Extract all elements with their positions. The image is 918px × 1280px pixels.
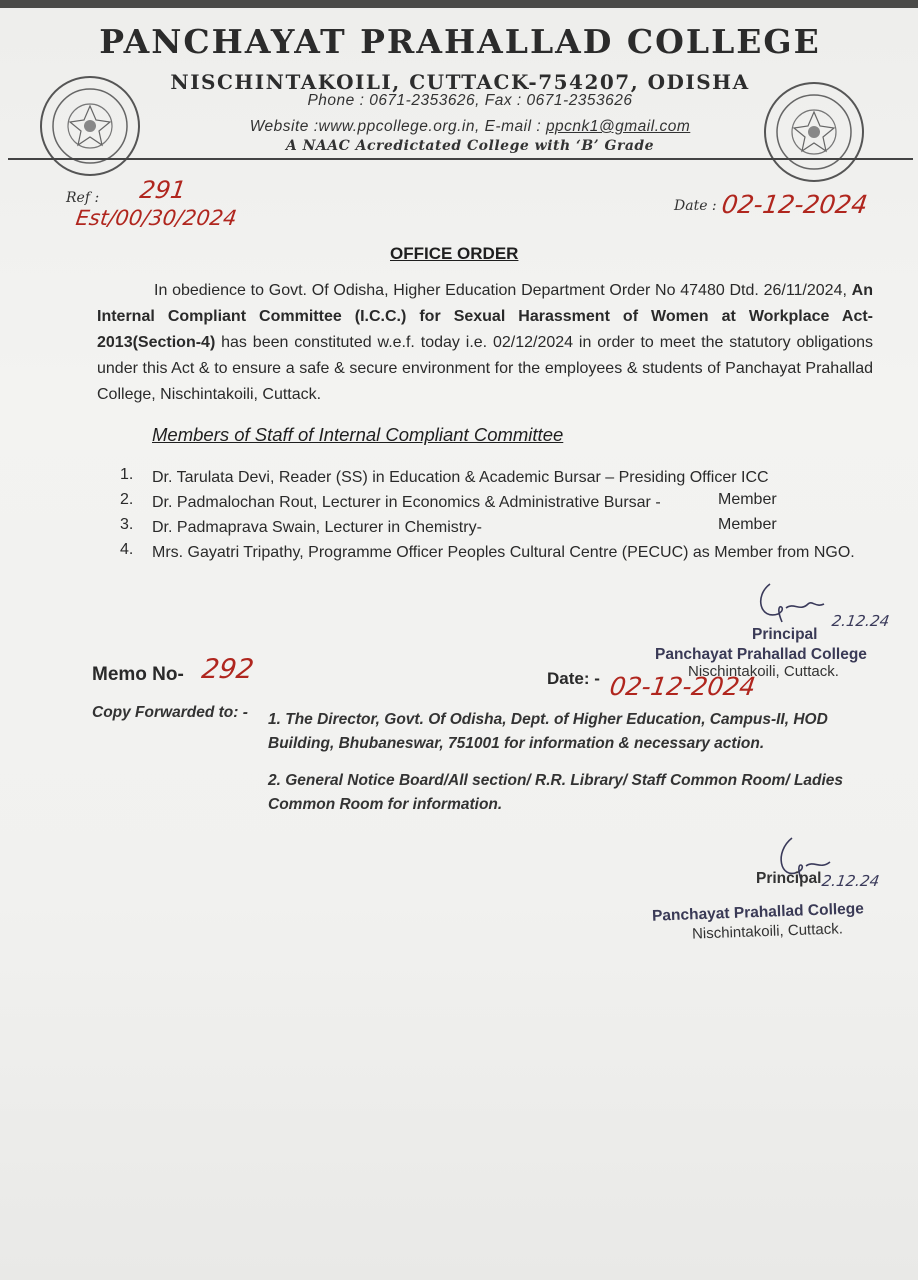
forward-item: 2. General Notice Board/All section/ R.R. Library/ Staff Common Room/ Ladies Common Room for information. xyxy=(268,772,844,813)
member-number: 1. xyxy=(120,466,134,483)
body-part2: has been constituted w.e.f. today i.e. 02/12/2024 in order to meet the statutory obligations under this Act & to ensure a safe & secure environment for the employees & students of Panchayat Prahallad College, Nischintakoili, Cuttack. xyxy=(97,334,873,403)
forward-item: 1. The Director, Govt. Of Odisha, Dept. of Higher Education, Campus-II, HOD Building, Bhubaneswar, 751001 for information & necessary action. xyxy=(268,711,828,752)
signature-1-icon xyxy=(742,578,832,630)
office-order-title: OFFICE ORDER xyxy=(390,244,519,263)
ref-label: Ref : xyxy=(66,190,100,206)
signature-2-date: 2.12.24 xyxy=(820,872,881,890)
memo-number: 292 xyxy=(199,654,256,685)
member-number: 2. xyxy=(120,491,134,508)
phone-line: Phone : 0671-2353626, Fax : 0671-2353626 xyxy=(307,92,633,109)
document-page xyxy=(0,8,918,1280)
date-label: Date : xyxy=(674,198,717,214)
website-line xyxy=(150,118,790,136)
member-number: 4. xyxy=(120,541,134,558)
member-text: Dr. Tarulata Devi, Reader (SS) in Education & Academic Bursar – Presiding Officer ICC xyxy=(152,469,769,486)
copy-forwarded-label: Copy Forwarded to: - xyxy=(92,704,248,721)
body-part1: In obedience to Govt. Of Odisha, Higher Education Department Order No 47480 Dtd. 26/11/2024, xyxy=(154,282,852,299)
signature-1-title: Principal xyxy=(752,626,818,643)
accreditation-line: A NAAC Acredictated College with ‘B’ Grade xyxy=(285,138,655,154)
signature-2-title: Principal xyxy=(756,870,822,887)
order-body xyxy=(97,278,873,408)
member-text: Mrs. Gayatri Tripathy, Programme Officer Peoples Cultural Centre (PECUC) as Member from NGO. xyxy=(152,544,855,561)
ref-number: 291 xyxy=(138,176,188,204)
body-bold: An Internal Compliant Committee (I.C.C.) for Sexual Harassment of Women at Workplace Act- 2013(Section-4) xyxy=(97,282,873,351)
memo-date-label: Date: - xyxy=(547,669,600,688)
member-text: Dr. Padmalochan Rout, Lecturer in Economics & Administrative Bursar - xyxy=(152,494,661,511)
member-role: Member xyxy=(718,491,777,508)
member-number: 3. xyxy=(120,516,134,533)
website-text: Website :www.ppcollege.org.in, E-mail : xyxy=(249,118,546,135)
header-divider xyxy=(8,158,913,160)
members-title: Members of Staff of Internal Compliant Committee xyxy=(152,424,564,445)
date-value: 02-12-2024 xyxy=(719,190,870,219)
college-address: NISCHINTAKOILI, CUTTACK-754207, ODISHA xyxy=(170,70,750,94)
signature-1-org: Panchayat Prahallad College xyxy=(655,646,867,663)
memo-date-value: 02-12-2024 xyxy=(607,672,758,701)
memo-label: Memo No- xyxy=(92,664,184,685)
email-link[interactable]: ppcnk1@gmail.com xyxy=(545,118,691,135)
ref-code: Est/00/30/2024 xyxy=(74,206,239,230)
signature-1-date: 2.12.24 xyxy=(830,612,891,630)
signature-2-place: Nischintakoili, Cuttack. xyxy=(691,920,844,943)
signature-2-org: Panchayat Prahallad College xyxy=(651,900,865,925)
signature-1-place: Nischintakoili, Cuttack. xyxy=(688,663,839,680)
member-role: Member xyxy=(718,516,777,533)
college-name: PANCHAYAT PRAHALLAD COLLEGE xyxy=(99,22,821,61)
member-text: Dr. Padmaprava Swain, Lecturer in Chemistry- xyxy=(152,519,482,536)
